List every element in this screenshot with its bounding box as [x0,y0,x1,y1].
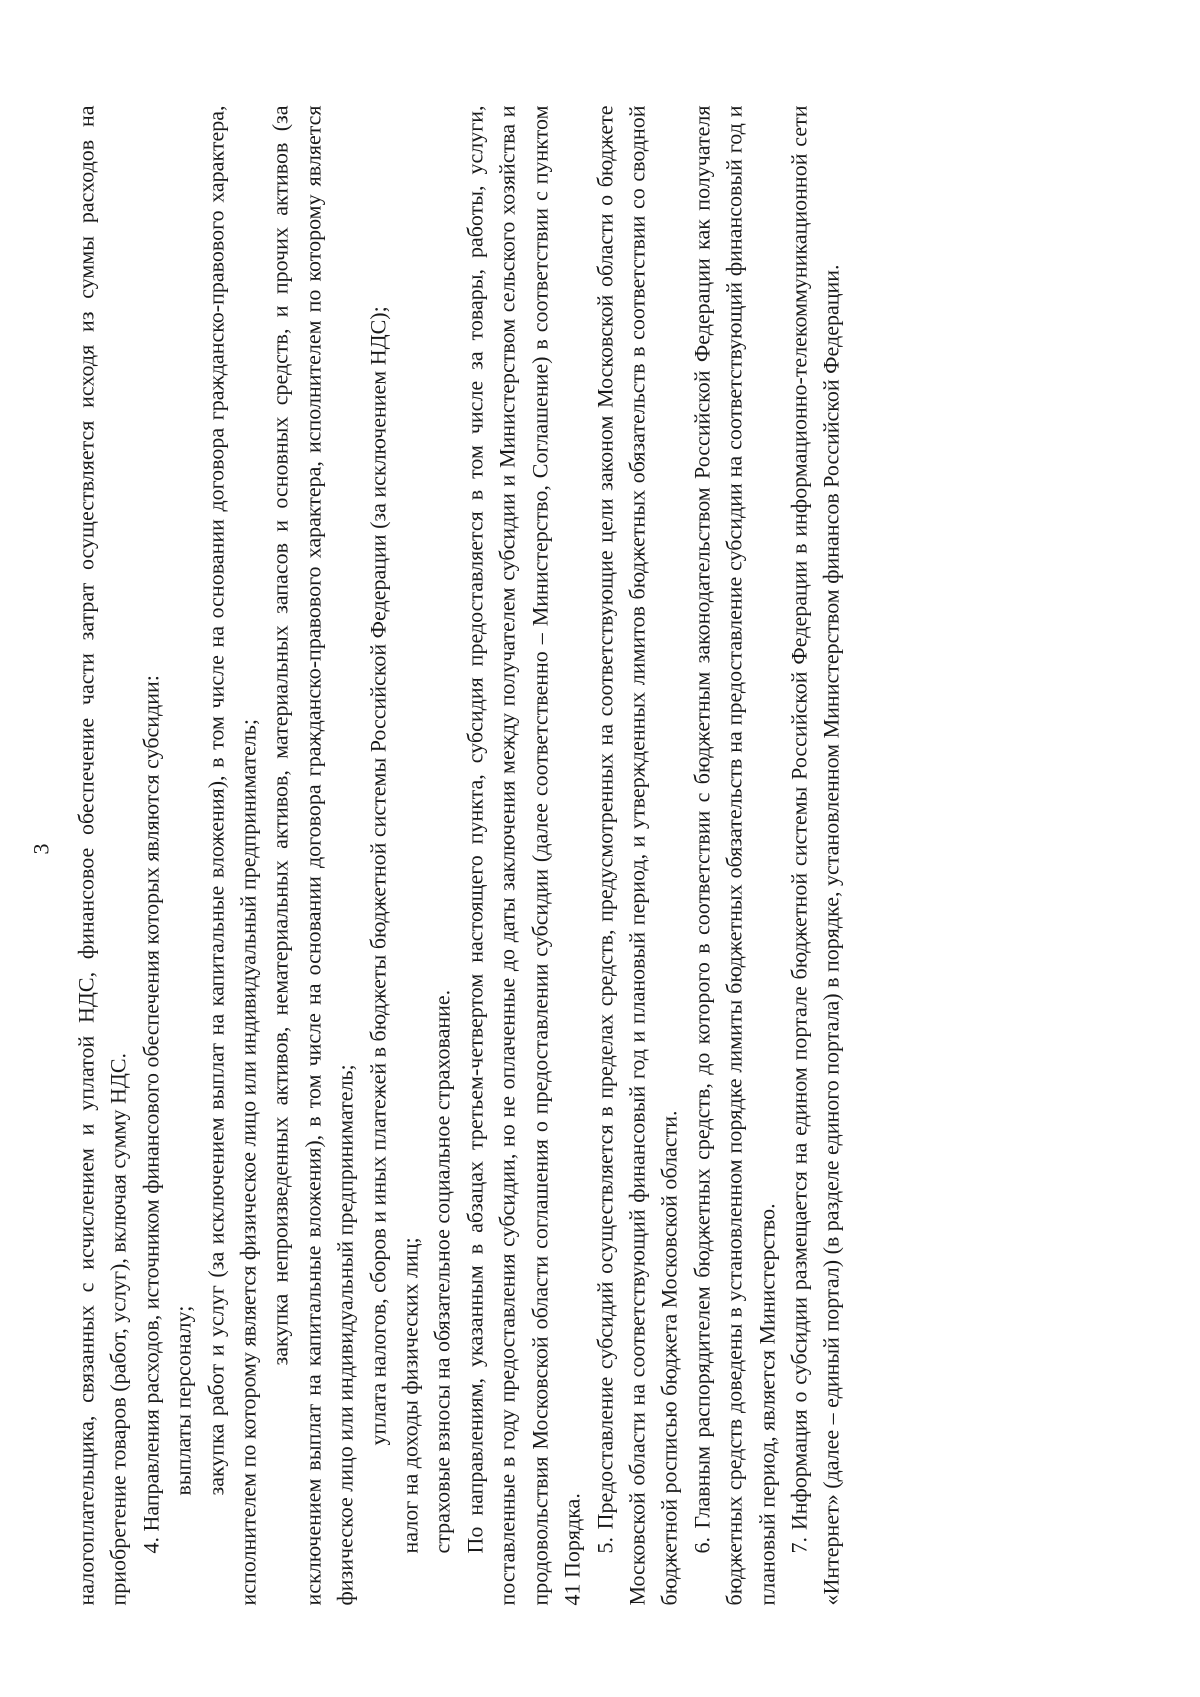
paragraph-insurance: страховые взносы на обязательное социальное страхование. [429,989,455,1553]
paragraph-assets: закупка непроизведенных активов, нематериальных активов, материальных запасов и основных средств, и прочих активов (за исключением выплат на капитальные вложения), в том числе на основании договора гражданско-правового характера, исполнителем по которому является физическое лицо или индивидуальный предприниматель; [267,105,358,1605]
paragraph-works-services: закупка работ и услуг (за исключением выплат на капитальные вложения), в том числе на основании договора гражданско-правового характера, исполнителем по которому является физическое лицо или индивидуальный предприниматель; [202,105,261,1605]
paragraph-continuation: налогоплательщика, связанных с исчислением и уплатой НДС, финансовое обеспечение части затрат осуществляется исходя из суммы расходов на приобретение товаров (работ, услуг), включая сумму НДС. [73,105,131,1605]
paragraph-item-7: 7. Информация о субсидии размещается на едином портале бюджетной системы Российской Федерации в информационно-телекоммуникационной сети «Интернет» (далее – единый портал) (в разделе единого портала) в порядке, установленном Министерством финансов Российской Федерации. [785,105,844,1605]
paragraph-item-4: 4. Направления расходов, источником финансового обеспечения которых являются субсидии: [137,674,163,1553]
page-number: 3 [28,843,53,854]
paragraph-personnel: выплаты персоналу; [170,1305,196,1495]
paragraph-item-5: 5. Предоставление субсидий осуществляется в пределах средств, предусмотренных на соответствующие цели законом Московской области о бюджете Московской области на соответствующий финансовый год и плановый период, и утвержденных лимитов бюджетных обязательств в соответствии со сводной бюджетной росписью бюджета Московской области. [591,105,682,1605]
paragraph-income-tax: налог на доходы физических лиц; [397,1236,423,1553]
paragraph-directions: По направлениям, указанным в абзацах третьем-четвертом настоящего пункта, субсидия предоставляется в том числе за товары, работы, услуги, поставленные в году предоставления субсидии, но не оплаченные до даты заключения между получателем субсидии и Министерством сельского хозяйства и продовольствия Московской области соглашения о предоставлении субсидии (далее соответственно – Министерство, Соглашение) в соответствии с пунктом 41 Порядка. [461,105,585,1605]
paragraph-taxes: уплата налогов, сборов и иных платежей в бюджеты бюджетной системы Российской Федерации (за исключением НДС); [364,305,390,1445]
document-body [70,105,848,1605]
paragraph-item-6: 6. Главным распорядителем бюджетных средств, до которого в соответствии с бюджетным законодательством Российской Федерации как получателя бюджетных средств доведены в установленном порядке лимиты бюджетных обязательств на предоставление субсидии на соответствующий финансовый год и плановый период, является Министерство. [688,105,779,1605]
